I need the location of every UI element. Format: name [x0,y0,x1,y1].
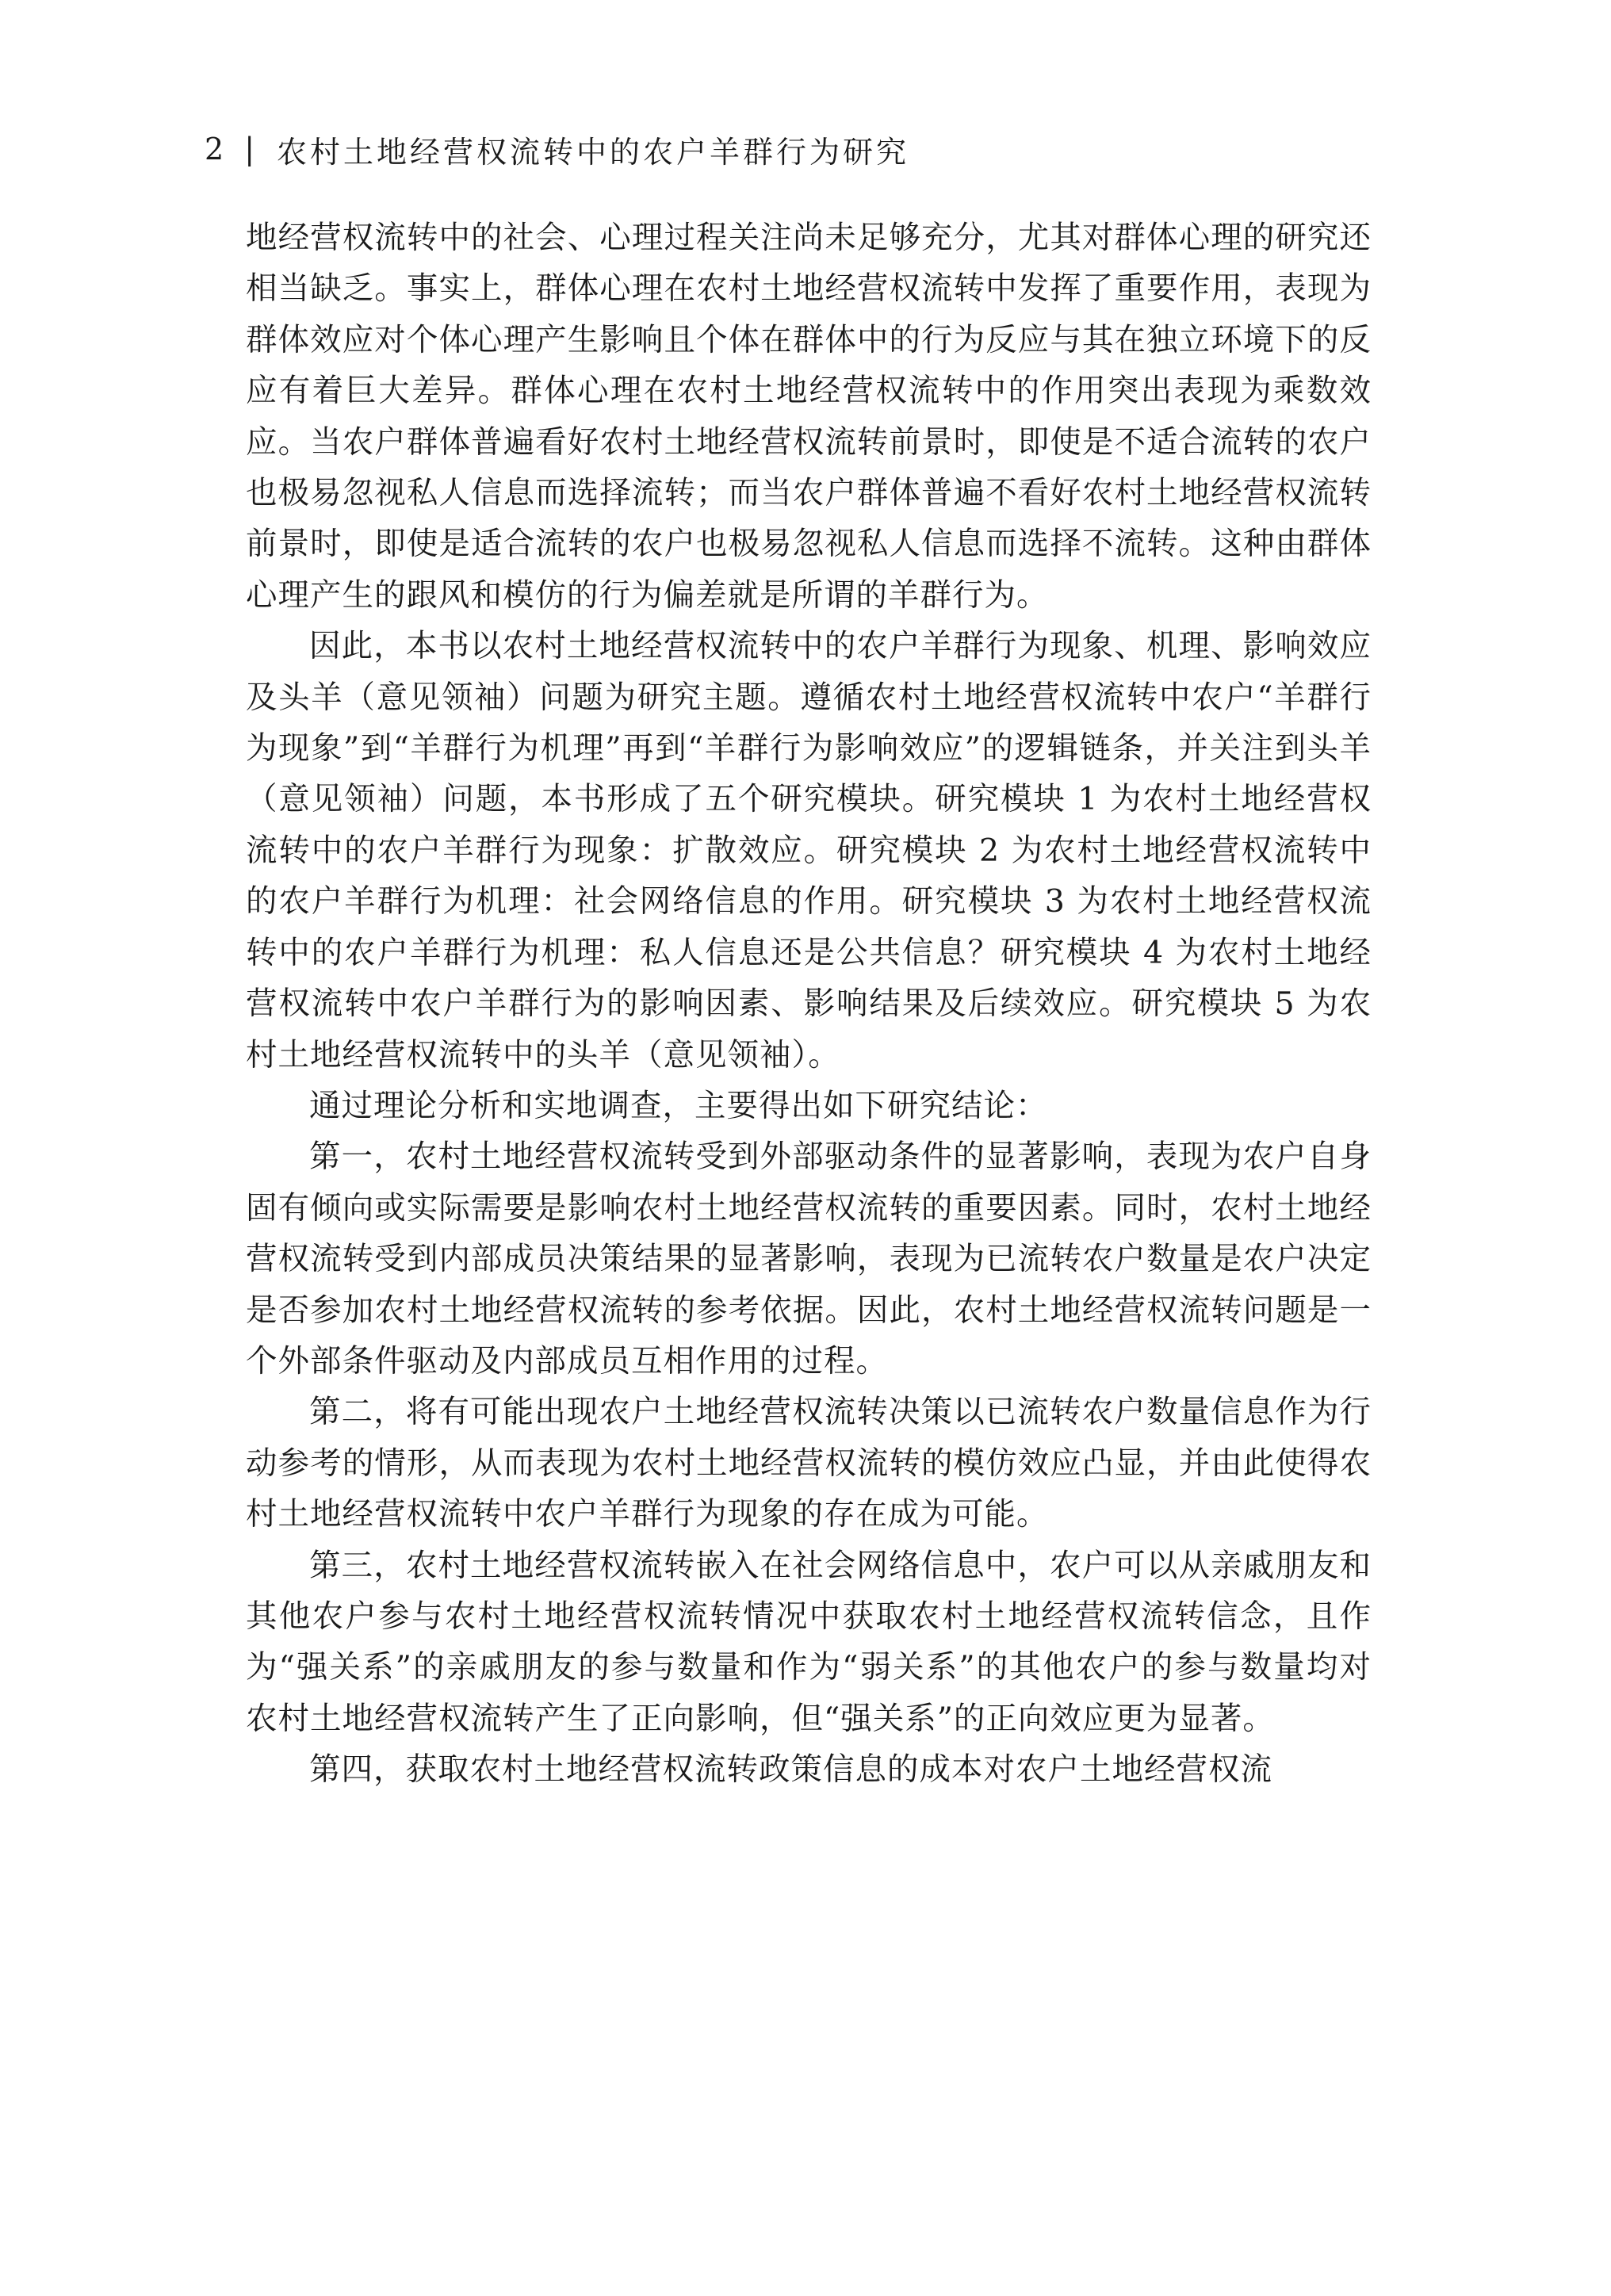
paragraph-conclusions-intro: 通过理论分析和实地调查，主要得出如下研究结论： [309,1087,1048,1124]
paragraph-continued: 地经营权流转中的社会、心理过程关注尚未足够充分，尤其对群体心理的研究还相当缺乏。事实上，群体心理在农村土地经营权流转中发挥了重要作用，表现为群体效应对个体心理产生影响且个体在群体中的行为反应与其在独立环境下的反应有着巨大差异。群体心理在农村土地经营权流转中的作用突出表现为乘数效应。当农户群体普遍看好农村土地经营权流转前景时，即使是不适合流转的农户也极易忽视私人信息而选择流转；而当农户群体普遍不看好农村土地经营权流转前景时，即使是适合流转的农户也极易忽视私人信息而选择不流转。这种由群体心理产生的跟风和模仿的行为偏差就是所谓的羊群行为。 [246,220,1372,614]
paragraph-conclusion-1: 第一，农村土地经营权流转受到外部驱动条件的显著影响，表现为农户自身固有倾向或实际需要是影响农村土地经营权流转的重要因素。同时，农村土地经营权流转受到内部成员决策结果的显著影响，表现为已流转农户数量是农户决定是否参加农村土地经营权流转的参考依据。因此，农村土地经营权流转问题是一个外部条件驱动及内部成员互相作用的过程。 [246,1138,1372,1380]
body-text [246,212,1372,1796]
paragraph-research-topic: 因此，本书以农村土地经营权流转中的农户羊群行为现象、机理、影响效应及头羊（意见领袖）问题为研究主题。遵循农村土地经营权流转中农户“羊群行为现象”到“羊群行为机理”再到“羊群行为影响效应”的逻辑链条，并关注到头羊（意见领袖）问题，本书形成了五个研究模块。研究模块 1 为农村土地经营权流转中的农户羊群行为现象：扩散效应。研究模块 2 为农村土地经营权流转中的农户羊群行为机理：社会网络信息的作用。研究模块 3 为农村土地经营权流转中的农户羊群行为机理：私人信息还是公共信息？研究模块 4 为农村土地经营权流转中农户羊群行为的影响因素、影响结果及后续效应。研究模块 5 为农村土地经营权流转中的头羊（意见领袖）。 [246,628,1372,1073]
paragraph-conclusion-3: 第三，农村土地经营权流转嵌入在社会网络信息中，农户可以从亲戚朋友和其他农户参与农村土地经营权流转情况中获取农村土地经营权流转信念，且作为“强关系”的亲戚朋友的参与数量和作为“弱关系”的其他农户的参与数量均对农村土地经营权流转产生了正向影响，但“强关系”的正向效应更为显著。 [246,1547,1372,1737]
book-title: 农村土地经营权流转中的农户羊群行为研究 [277,134,910,170]
paragraph-conclusion-4: 第四，获取农村土地经营权流转政策信息的成本对农户土地经营权流 [309,1751,1272,1789]
header-separator: | [244,132,258,166]
paragraph-conclusion-2: 第二，将有可能出现农户土地经营权流转决策以已流转农户数量信息作为行动参考的情形，从而表现为农村土地经营权流转的模仿效应凸显，并由此使得农村土地经营权流转中农户羊群行为现象的存在成为可能。 [246,1394,1372,1533]
running-header [205,127,909,171]
page-number: 2 [205,132,228,166]
